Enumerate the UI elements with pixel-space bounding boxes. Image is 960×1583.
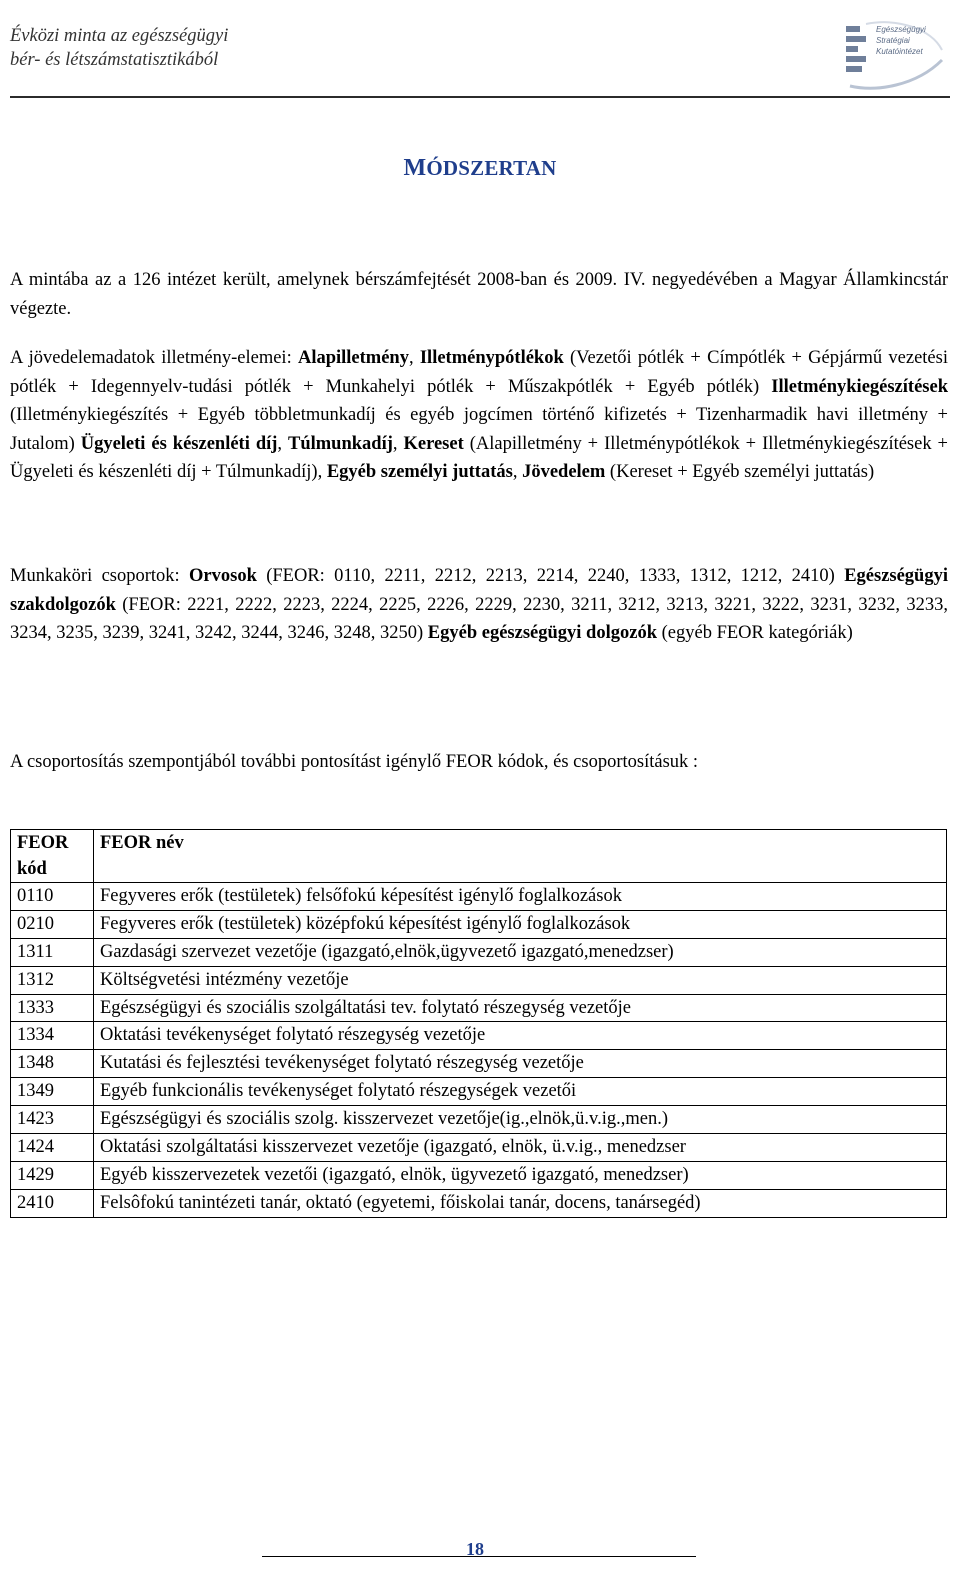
term-kereset: Kereset — [403, 433, 464, 454]
table-row — [11, 1106, 947, 1134]
feor-code-cell: 1348 — [11, 1050, 94, 1078]
feor-code-cell: 0110 — [11, 883, 94, 911]
table-header-name: FEOR név — [94, 830, 947, 883]
table-row — [11, 1022, 947, 1050]
feor-name-cell: Fegyveres erők (testületek) felsőfokú képesítést igénylő foglalkozások — [94, 883, 947, 911]
table-header-row — [11, 830, 947, 883]
table-row — [11, 966, 947, 994]
page-title — [0, 155, 960, 182]
feor-name-cell: Oktatási tevékenységet folytató részegység vezetője — [94, 1022, 947, 1050]
text-run: (FEOR: 2221, 2222, 2223, 2224, 2225, 2226, 2229, 2230, 3211, 3212, 3213, 3221, 3222, 3231, 3232, 3233, 3234, 3235, 3239, 3241, 3242, 3244, 3246, 3248, 3250) — [10, 594, 948, 644]
table-row — [11, 1050, 947, 1078]
logo-bars-graphic — [846, 26, 868, 80]
table-row — [11, 910, 947, 938]
feor-code-cell: 1312 — [11, 966, 94, 994]
header-title — [10, 24, 228, 72]
logo-text-line: Egészségügyi — [876, 25, 926, 34]
feor-name-cell: Egészségügyi és szociális szolgáltatási tev. folytató részegység vezetője — [94, 994, 947, 1022]
text-run: (Vezetői pótlék + Címpótlék + Gépjármű vezetési pótlék + Idegennyelv-tudási pótlék + Munkahelyi pótlék + Műszakpótlék + Egyéb pótlék) — [10, 348, 948, 397]
text-run: , — [277, 433, 288, 454]
term-tulmunkadij: Túlmunkadíj — [288, 433, 393, 454]
feor-name-cell: Egészségügyi és szociális szolg. kisszervezet vezetője(ig.,elnök,ü.v.ig.,men.) — [94, 1106, 947, 1134]
table-row — [11, 883, 947, 911]
feor-code-cell: 1333 — [11, 994, 94, 1022]
logo-text-line: Stratégiai — [876, 36, 910, 45]
table-row — [11, 1078, 947, 1106]
term-illetmenypotlekok: Illetménypótlékok — [419, 348, 564, 368]
feor-code-cell: 1423 — [11, 1106, 94, 1134]
term-ugyeleti-dij: Ügyeleti és készenléti díj — [80, 433, 278, 454]
feor-code-cell: 1424 — [11, 1134, 94, 1162]
text-run: , — [408, 348, 420, 368]
term-szakdolgozok: Egészségügyi szakdolgozók — [10, 566, 948, 615]
page-title-initial: M — [403, 155, 427, 181]
text-run: (Alapilletmény + Illetménypótlékok + Illetménykiegészítések + Ügyeleti és készenléti díj + Túlmunkadíj), — [10, 433, 948, 483]
esski-logo-icon — [846, 20, 946, 90]
feor-code-cell: 1311 — [11, 938, 94, 966]
term-egyeb-dolgozok: Egyéb egészségügyi dolgozók — [427, 623, 657, 644]
term-illetmenykiegeszitesek: Illetménykiegészítések — [771, 376, 948, 397]
text-run: (Kereset + Egyéb személyi juttatás) — [605, 462, 875, 483]
feor-name-cell: Egyéb kisszervezetek vezetői (igazgató, elnök, ügyvezető igazgató, menedzser) — [94, 1161, 947, 1189]
term-jovedelem: Jövedelem — [522, 462, 606, 483]
feor-name-cell: Gazdasági szervezet vezetője (igazgató,elnök,ügyvezető igazgató,menedzser) — [94, 938, 947, 966]
text-run: (FEOR: 0110, 2211, 2212, 2213, 2214, 2240, 1333, 1312, 1212, 2410) — [256, 566, 845, 586]
header-divider — [10, 96, 950, 98]
text-run: A jövedelemadatok illetmény-elemei: — [10, 348, 298, 368]
sample-description-paragraph: A mintába az a 126 intézet került, amelynek bérszámfejtését 2008-ban és 2009. IV. negyedévében a Magyar Államkincstár végezte. — [10, 270, 948, 319]
feor-table — [10, 829, 947, 1218]
feor-name-cell: Költségvetési intézmény vezetője — [94, 966, 947, 994]
term-egyeb-szemelyi-juttatas: Egyéb személyi juttatás — [326, 462, 513, 483]
table-row — [11, 994, 947, 1022]
feor-name-cell: Felsôfokú tanintézeti tanár, oktató (egyetemi, főiskolai tanár, docens, tanársegéd) — [94, 1189, 947, 1217]
term-orvosok: Orvosok — [189, 566, 257, 586]
table-row — [11, 1161, 947, 1189]
page-number: 18 — [466, 1539, 484, 1559]
text-run: , — [392, 433, 404, 454]
feor-code-cell: 1334 — [11, 1022, 94, 1050]
term-alapilletmeny: Alapilletmény — [297, 348, 409, 368]
feor-name-cell: Kutatási és fejlesztési tevékenységet folytató részegység vezetője — [94, 1050, 947, 1078]
income-elements-paragraph — [10, 344, 948, 487]
logo-text — [876, 24, 926, 57]
page-header — [10, 20, 950, 100]
table-row — [11, 1134, 947, 1162]
logo-text-line: Kutatóintézet — [876, 47, 923, 56]
header-title-line1: Évközi minta az egészségügyi — [10, 26, 229, 46]
feor-name-cell: Oktatási szolgáltatási kisszervezet vezetője (igazgató, elnök, ü.v.ig., menedzser — [94, 1134, 947, 1162]
header-title-line2: bér- és létszámstatisztikából — [10, 50, 219, 70]
text-run: (egyéb FEOR kategóriák) — [657, 623, 853, 644]
table-header-code: FEOR kód — [11, 830, 94, 883]
table-row — [11, 938, 947, 966]
feor-code-cell: 1349 — [11, 1078, 94, 1106]
feor-code-cell: 0210 — [11, 910, 94, 938]
page-title-rest: ÓDSZERTAN — [426, 156, 557, 180]
text-run: , — [512, 462, 523, 483]
text-run: (Illetménykiegészítés + Egyéb többletmunkadíj és egyéb jogcímen történő kifizetés + Tizenharmadik havi illetmény + Jutalom) — [10, 405, 948, 454]
feor-name-cell: Egyéb funkcionális tevékenységet folytató részegységek vezetői — [94, 1078, 947, 1106]
feor-code-cell: 1429 — [11, 1161, 94, 1189]
feor-code-cell: 2410 — [11, 1189, 94, 1217]
job-groups-paragraph — [10, 562, 948, 648]
feor-name-cell: Fegyveres erők (testületek) középfokú képesítést igénylő foglalkozások — [94, 910, 947, 938]
feor-intro-paragraph: A csoportosítás szempontjából további pontosítást igénylő FEOR kódok, és csoportosításuk : — [10, 752, 699, 772]
text-run: Munkaköri csoportok: — [10, 566, 190, 586]
table-row — [11, 1189, 947, 1217]
